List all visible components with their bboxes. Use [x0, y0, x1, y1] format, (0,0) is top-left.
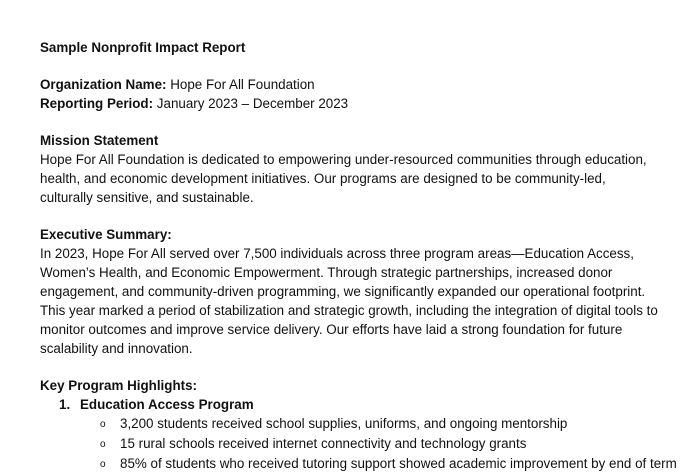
- program-bullet: [100, 454, 677, 474]
- bullet-marker: o: [100, 419, 106, 430]
- bullet-marker: o: [100, 459, 106, 470]
- spacer: [40, 57, 660, 75]
- program-list-item: [59, 395, 660, 414]
- reporting-period-label: Reporting Period:: [40, 96, 154, 111]
- mission-text-line: Hope For All Foundation is dedicated to empowering under-resourced communities through education,: [40, 152, 647, 167]
- spacer: [40, 358, 660, 376]
- organization-value: Hope For All Foundation: [166, 77, 315, 92]
- bullet-text: 15 rural schools received internet connectivity and technology grants: [120, 436, 527, 451]
- bullet-text: 85% of students who received tutoring support showed academic improvement by end of term: [120, 456, 677, 471]
- executive-summary-line: scalability and innovation.: [40, 341, 193, 356]
- reporting-period-line: [40, 94, 660, 113]
- program-title: Education Access Program: [80, 397, 254, 412]
- organization-line: [40, 75, 660, 94]
- mission-text-line: culturally sensitive, and sustainable.: [40, 190, 254, 205]
- bullet-text: 3,200 students received school supplies, uniforms, and ongoing mentorship: [120, 416, 568, 431]
- executive-summary-line: In 2023, Hope For All served over 7,500 individuals across three program areas—Education Access,: [40, 246, 634, 261]
- program-bullet: [100, 414, 660, 434]
- mission-text-line: health, and economic development initiatives. Our programs are designed to be community-led,: [40, 171, 606, 186]
- program-number: 1.: [59, 397, 71, 412]
- reporting-period-value: January 2023 – December 2023: [153, 96, 349, 111]
- executive-summary-heading: Executive Summary:: [40, 227, 172, 242]
- executive-summary-line: engagement, and community-driven programming, we significantly expanded our operational footprint.: [40, 284, 646, 299]
- document-page: [40, 38, 677, 474]
- mission-heading: Mission Statement: [40, 133, 159, 148]
- executive-summary-line: monitor outcomes and improve service delivery. Our efforts have laid a strong foundation for future: [40, 322, 623, 337]
- program-bullet: [100, 434, 660, 454]
- executive-summary-line: Women’s Health, and Economic Empowerment. Through strategic partnerships, increased donor: [40, 265, 613, 280]
- bullet-marker: o: [100, 439, 106, 450]
- report-title: Sample Nonprofit Impact Report: [40, 40, 246, 55]
- spacer: [40, 113, 660, 131]
- organization-label: Organization Name:: [40, 77, 167, 92]
- executive-summary-line: This year marked a period of stabilization and strategic growth, including the integration of digital tools to: [40, 303, 658, 318]
- program-highlights-heading: Key Program Highlights:: [40, 378, 197, 393]
- spacer: [40, 207, 660, 225]
